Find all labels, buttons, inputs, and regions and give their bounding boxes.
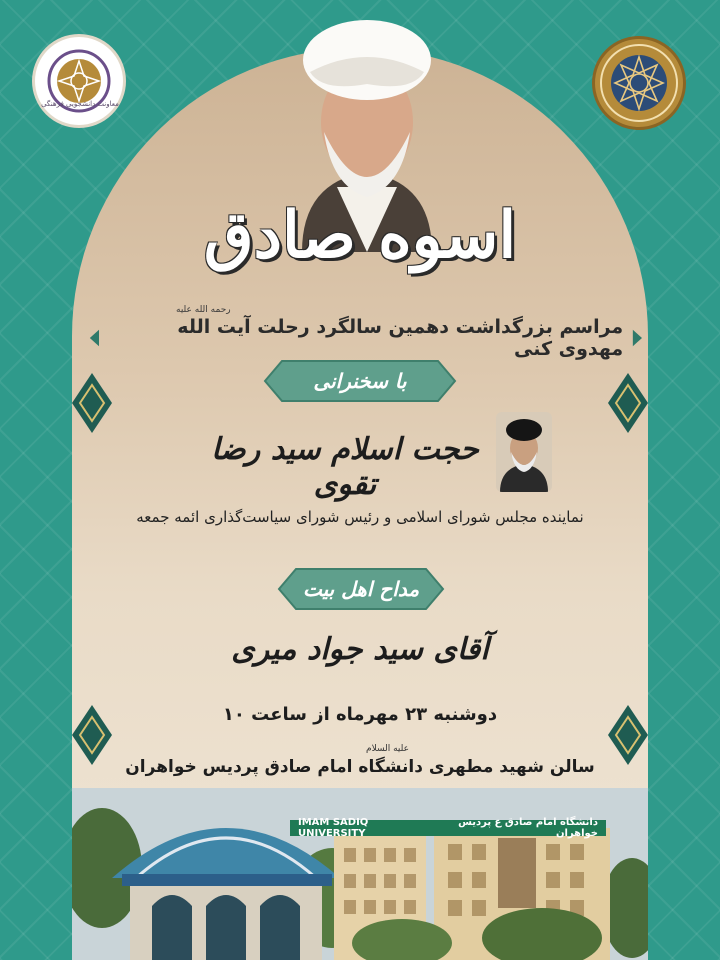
eulogist-label: مداح اهل بیت (302, 577, 420, 601)
venue-honorific: علیه السلام (366, 744, 409, 754)
islamic-star-ornament-icon (72, 368, 112, 438)
islamic-star-ornament-icon (608, 700, 648, 770)
eulogist-name: آقای سید جواد میری (231, 632, 489, 667)
event-date-time: دوشنبه ۲۳ مهرماه از ساعت ۱۰ (222, 704, 498, 725)
subtitle-row (88, 316, 644, 360)
eulogist-label-badge (276, 566, 446, 612)
speaker-role: نماینده مجلس شورای اسلامی و رئیس شورای سیاست‌گذاری ائمه جمعه (136, 508, 584, 526)
bracket-ornament-icon (631, 327, 644, 349)
university-sign-persian: دانشگاه امام صادق ع پردیس خواهران (458, 817, 598, 839)
event-subtitle: مراسم بزرگداشت دهمین سالگرد رحلت آیت الله مهدوی کنی (177, 316, 624, 360)
bracket-ornament-icon (88, 327, 101, 349)
emblem-logo-left (32, 34, 126, 128)
speaker-name: حجت اسلام سید رضا تقوی (211, 432, 479, 502)
main-title: اسوه صادق (203, 198, 517, 273)
islamic-star-ornament-icon (608, 368, 648, 438)
university-seal-icon (599, 43, 679, 123)
university-sign-english: IMAM SADIQ UNIVERSITY (298, 817, 369, 839)
left-logo-caption: معاونت دانشجویی فرهنگی (41, 100, 119, 108)
honorific-small: رحمه الله علیه (176, 305, 231, 315)
islamic-star-ornament-icon (72, 700, 112, 770)
university-sign-banner (290, 817, 606, 839)
lecture-label-badge (262, 358, 458, 404)
speaker-photo (496, 412, 552, 492)
campus-photo (72, 788, 648, 960)
seal-logo-right (592, 36, 686, 130)
lecture-label: با سخنرانی (313, 369, 407, 393)
event-venue: سالن شهید مطهری دانشگاه امام صادق پردیس خواهران (125, 757, 595, 777)
